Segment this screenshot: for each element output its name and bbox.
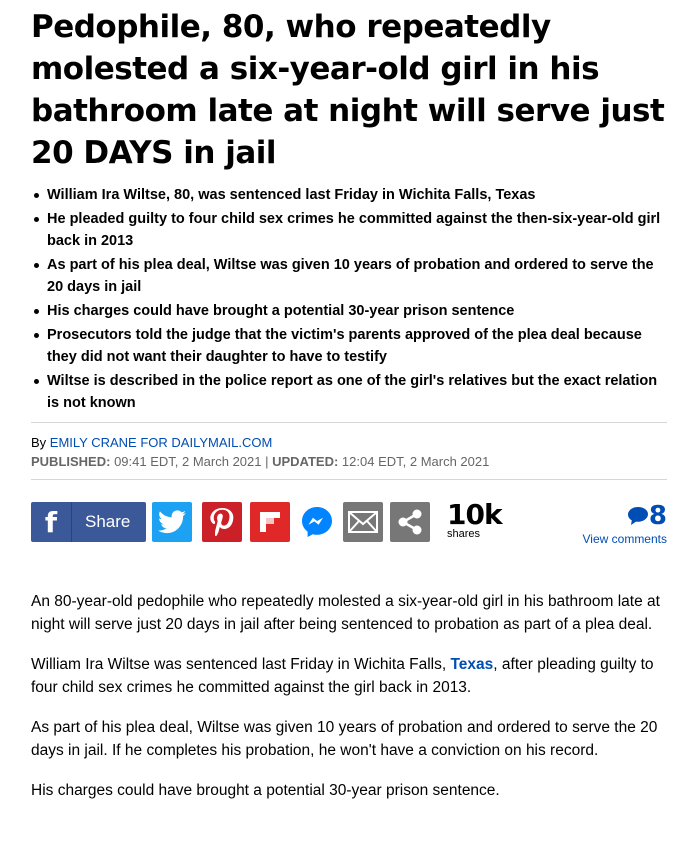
article-paragraph: As part of his plea deal, Wiltse was given 10 years of probation and ordered to serve the 20 days in jail. If he completes his probation, he won't have a conviction on his record.: [31, 719, 658, 759]
share-bar: [31, 488, 667, 548]
byline: [31, 433, 667, 452]
facebook-share-button[interactable]: [31, 502, 146, 542]
paragraph-text: , after pleading guilty to four child sex crimes he committed against the girl back in 2013.: [31, 656, 654, 696]
summary-bullet: Wiltse is described in the police report as one of the girl's relatives but the exact relation is not known: [31, 370, 667, 414]
updated-date: 12:04 EDT, 2 March 2021: [338, 454, 490, 469]
twitter-share-button[interactable]: [152, 502, 192, 542]
article-paragraph: An 80-year-old pedophile who repeatedly molested a six-year-old girl in his bathroom late at night will serve just 20 days in jail after being sentenced to probation as part of a plea deal.: [31, 593, 660, 633]
share-icon: [396, 508, 424, 536]
comment-bubble-icon: [627, 506, 649, 526]
facebook-share-label: Share: [85, 512, 131, 531]
updated-label: UPDATED:: [268, 454, 339, 469]
pinterest-share-button[interactable]: [202, 502, 242, 542]
messenger-icon: [300, 505, 334, 539]
messenger-share-button[interactable]: [297, 502, 337, 542]
article-body: [31, 590, 667, 802]
article-dates: [31, 452, 667, 471]
published-label: PUBLISHED:: [31, 454, 111, 469]
summary-bullets: [31, 184, 667, 414]
article-paragraph: His charges could have brought a potential 30-year prison sentence.: [31, 782, 500, 799]
published-date: 09:41 EDT, 2 March 2021: [110, 454, 266, 469]
summary-bullet: His charges could have brought a potential 30-year prison sentence: [31, 300, 667, 322]
headline: Pedophile, 80, who repeatedly molested a six-year-old girl in his bathroom late at night will serve just 20 DAYS in jail: [31, 9, 665, 171]
pinterest-icon: [210, 508, 234, 536]
comments-count: 8: [648, 501, 667, 531]
divider: [31, 422, 667, 423]
facebook-icon: f: [31, 502, 72, 542]
flipboard-share-button[interactable]: [250, 502, 290, 542]
flipboard-icon: [258, 510, 282, 534]
author-link[interactable]: EMILY CRANE FOR DAILYMAIL.COM: [49, 435, 273, 450]
article-container: [31, 0, 667, 819]
email-icon: [348, 511, 378, 533]
summary-bullet: Prosecutors told the judge that the victim's parents approved of the plea deal because they did not want their daughter to have to testify: [31, 324, 667, 368]
twitter-icon: [158, 510, 186, 534]
divider: [31, 479, 667, 480]
more-share-button[interactable]: [390, 502, 430, 542]
share-count: [447, 500, 502, 540]
view-comments-label: View comments: [582, 532, 667, 546]
summary-bullet: William Ira Wiltse, 80, was sentenced last Friday in Wichita Falls, Texas: [31, 184, 667, 206]
comments-link[interactable]: [583, 502, 667, 546]
texas-link[interactable]: Texas: [450, 656, 494, 673]
email-share-button[interactable]: [343, 502, 383, 542]
summary-bullet: As part of his plea deal, Wiltse was given 10 years of probation and ordered to serve the 20 days in jail: [31, 254, 667, 298]
date-separator: |: [265, 454, 269, 469]
article-paragraph: [31, 653, 667, 699]
paragraph-text: William Ira Wiltse was sentenced last Friday in Wichita Falls,: [31, 656, 451, 673]
share-count-unit: shares: [447, 528, 481, 540]
summary-bullet: He pleaded guilty to four child sex crimes he committed against the then-six-year-old girl back in 2013: [31, 208, 667, 252]
byline-prefix: By: [31, 435, 50, 450]
share-count-number: 10k: [447, 498, 502, 531]
